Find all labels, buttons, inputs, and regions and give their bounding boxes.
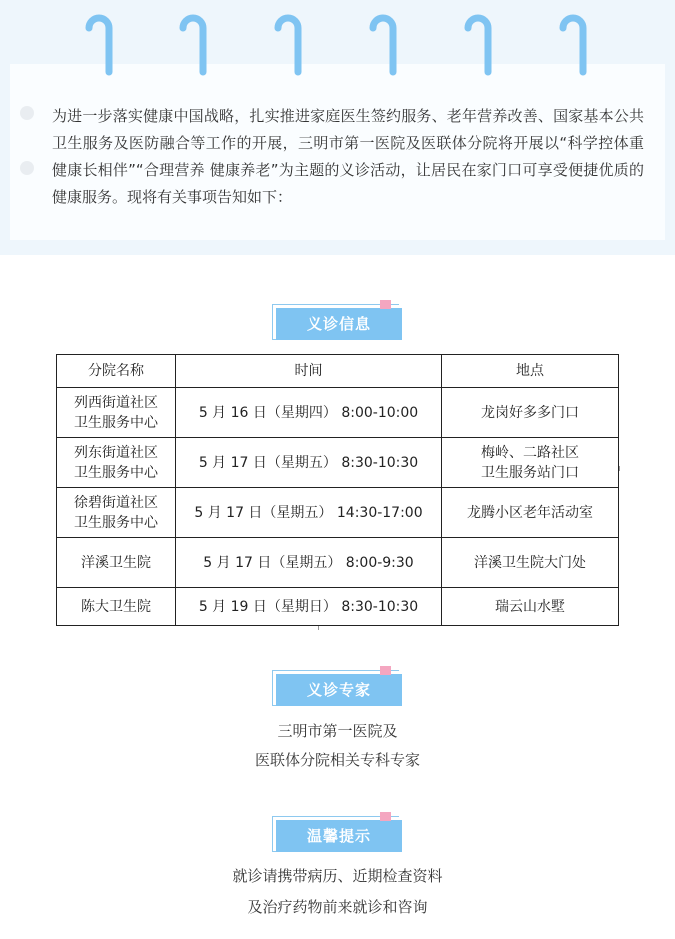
section-heading-expert [272, 670, 402, 708]
cell-place: 龙岗好多多门口 [442, 388, 619, 438]
branch-line: 列东街道社区 [74, 444, 158, 461]
table-tick-mark [318, 626, 319, 630]
cell-branch [57, 388, 176, 438]
bullet-dot-icon [20, 106, 34, 120]
binder-ring-icon [558, 14, 588, 76]
cell-time: 5 月 17 日（星期五） 8:30-10:30 [176, 438, 442, 488]
cell-branch: 洋溪卫生院 [57, 538, 176, 588]
cell-place [442, 438, 619, 488]
table-row [57, 538, 619, 588]
place-line: 卫生服务站门口 [481, 464, 579, 481]
table-row [57, 388, 619, 438]
branch-line: 卫生服务中心 [74, 514, 158, 531]
heading-accent-tab [380, 666, 391, 675]
expert-line-1: 三明市第一医院及 [277, 722, 398, 740]
section-heading-info [272, 304, 402, 342]
branch-line: 徐碧街道社区 [74, 494, 158, 511]
branch-line: 卫生服务中心 [74, 414, 158, 431]
heading-label: 义诊专家 [276, 674, 402, 706]
header-branch: 分院名称 [57, 355, 176, 388]
schedule-table [56, 354, 619, 626]
table-row [57, 438, 619, 488]
binder-ring-icon [368, 14, 398, 76]
binder-ring-icon [178, 14, 208, 76]
header-time: 时间 [176, 355, 442, 388]
place-line: 梅岭、二路社区 [481, 444, 579, 461]
table-row [57, 488, 619, 538]
tips-line-2: 及治疗药物前来就诊和咨询 [247, 898, 428, 916]
binder-ring-icon [463, 14, 493, 76]
binder-ring-icon [84, 14, 114, 76]
heading-accent-tab [380, 300, 391, 309]
header-place: 地点 [442, 355, 619, 388]
heading-label: 温馨提示 [276, 820, 402, 852]
intro-paragraph: 为进一步落实健康中国战略，扎实推进家庭医生签约服务、老年营养改善、国家基本公共卫生服务及医防融合等工作的开展，三明市第一医院及医联体分院将开展以“科学控体重 健康长相伴”“合理营养 健康养老”为主题的义诊活动，让居民在家门口可享受便捷优质的健康服务。现将有关事项告知如下： [52, 107, 644, 206]
bullet-dot-icon [20, 161, 34, 175]
cell-place: 洋溪卫生院大门处 [442, 538, 619, 588]
heading-accent-tab [380, 812, 391, 821]
cell-time: 5 月 16 日（星期四） 8:00-10:00 [176, 388, 442, 438]
cell-place: 龙腾小区老年活动室 [442, 488, 619, 538]
table-header-row [57, 355, 619, 388]
cell-place: 瑞云山水墅 [442, 588, 619, 626]
expert-line-2: 医联体分院相关专科专家 [254, 751, 420, 769]
heading-label: 义诊信息 [276, 308, 402, 340]
cell-branch: 陈大卫生院 [57, 588, 176, 626]
cell-time: 5 月 19 日（星期日） 8:30-10:30 [176, 588, 442, 626]
cell-branch [57, 438, 176, 488]
cell-time: 5 月 17 日（星期五） 14:30-17:00 [176, 488, 442, 538]
binder-ring-icon [273, 14, 303, 76]
cell-time: 5 月 17 日（星期五） 8:00-9:30 [176, 538, 442, 588]
table-row [57, 588, 619, 626]
table-tick-mark [619, 466, 620, 471]
branch-line: 卫生服务中心 [74, 464, 158, 481]
tips-line-1: 就诊请携带病历、近期检查资料 [232, 867, 443, 885]
branch-line: 列西街道社区 [74, 394, 158, 411]
cell-branch [57, 488, 176, 538]
section-heading-tips [272, 816, 402, 854]
